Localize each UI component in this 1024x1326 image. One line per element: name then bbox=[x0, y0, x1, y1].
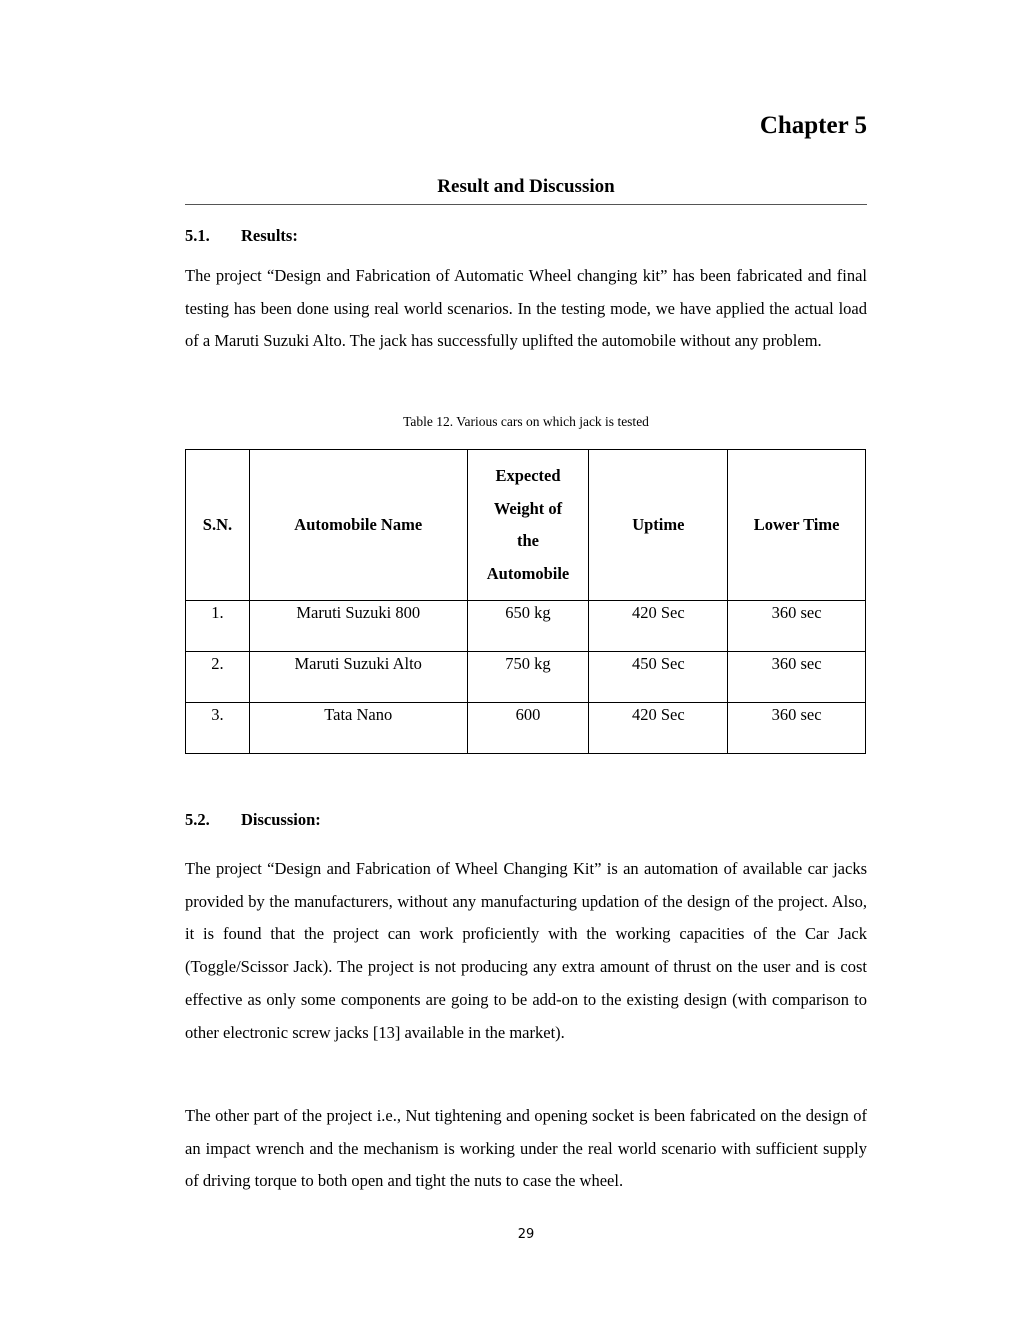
results-section-number: 5.1. bbox=[185, 226, 210, 245]
header-uptime: Uptime bbox=[589, 450, 728, 601]
cell-uptime: 420 Sec bbox=[589, 703, 728, 754]
cell-name: Maruti Suzuki Alto bbox=[249, 652, 467, 703]
chapter-title: Chapter 5 bbox=[759, 112, 867, 139]
discussion-heading bbox=[185, 810, 321, 830]
header-weight-line: Expected bbox=[495, 466, 561, 485]
cell-weight: 600 bbox=[467, 703, 589, 754]
page-title: Result and Discussion bbox=[437, 176, 615, 197]
header-weight-line: Automobile bbox=[486, 563, 570, 583]
table-header-row bbox=[186, 450, 866, 601]
table-caption: Table 12. Various cars on which jack is tested bbox=[403, 414, 649, 429]
results-paragraph: The project “Design and Fabrication of Automatic Wheel changing kit” has been fabricated and final testing has been done using real world scenarios. In the testing mode, we have applied the actual load of a Maruti Suzuki Alto. The jack has successfully uplifted the automobile without any problem. bbox=[185, 266, 867, 351]
table-row bbox=[186, 703, 866, 754]
discussion-paragraph-1: The project “Design and Fabrication of Wheel Changing Kit” is an automation of available car jacks provided by the manufacturers, without any manufacturing updation of the design of the project. Also, it is found that the project can work proficiently with the working capacities of the Car Jack (Toggle/Scissor Jack). The project is not producing any extra amount of thrust on the user and is cost effective as only some components are going to be add-on to the existing design (with comparison to other electronic screw jacks [13] available in the market). bbox=[185, 859, 867, 1042]
header-lower-time: Lower Time bbox=[728, 450, 866, 601]
page-number: 29 bbox=[517, 1227, 535, 1242]
header-weight-line: Weight of bbox=[493, 498, 563, 518]
header-expected-weight bbox=[467, 450, 589, 601]
cell-lower-time: 360 sec bbox=[728, 703, 866, 754]
cell-weight: 650 kg bbox=[467, 601, 589, 652]
results-section-label: Results: bbox=[241, 226, 298, 245]
cell-weight: 750 kg bbox=[467, 652, 589, 703]
discussion-paragraph-2: The other part of the project i.e., Nut tightening and opening socket is been fabricated on the design of an impact wrench and the mechanism is working under the real world scenario with sufficient supply of driving torque to both open and tight the nuts to case the wheel. bbox=[185, 1106, 867, 1191]
cell-lower-time: 360 sec bbox=[728, 601, 866, 652]
header-sn: S.N. bbox=[186, 450, 250, 601]
discussion-section-label: Discussion: bbox=[241, 810, 321, 829]
cell-uptime: 450 Sec bbox=[589, 652, 728, 703]
cell-sn: 3. bbox=[186, 703, 250, 754]
table-row bbox=[186, 601, 866, 652]
cell-name: Maruti Suzuki 800 bbox=[249, 601, 467, 652]
header-automobile-name: Automobile Name bbox=[249, 450, 467, 601]
discussion-section-number: 5.2. bbox=[185, 810, 210, 829]
title-divider bbox=[185, 204, 867, 205]
cell-name: Tata Nano bbox=[249, 703, 467, 754]
cell-lower-time: 360 sec bbox=[728, 652, 866, 703]
header-weight-line: the bbox=[516, 531, 539, 550]
cell-sn: 1. bbox=[186, 601, 250, 652]
table-row bbox=[186, 652, 866, 703]
results-heading bbox=[185, 226, 298, 246]
results-table bbox=[185, 449, 866, 754]
cell-uptime: 420 Sec bbox=[589, 601, 728, 652]
cell-sn: 2. bbox=[186, 652, 250, 703]
